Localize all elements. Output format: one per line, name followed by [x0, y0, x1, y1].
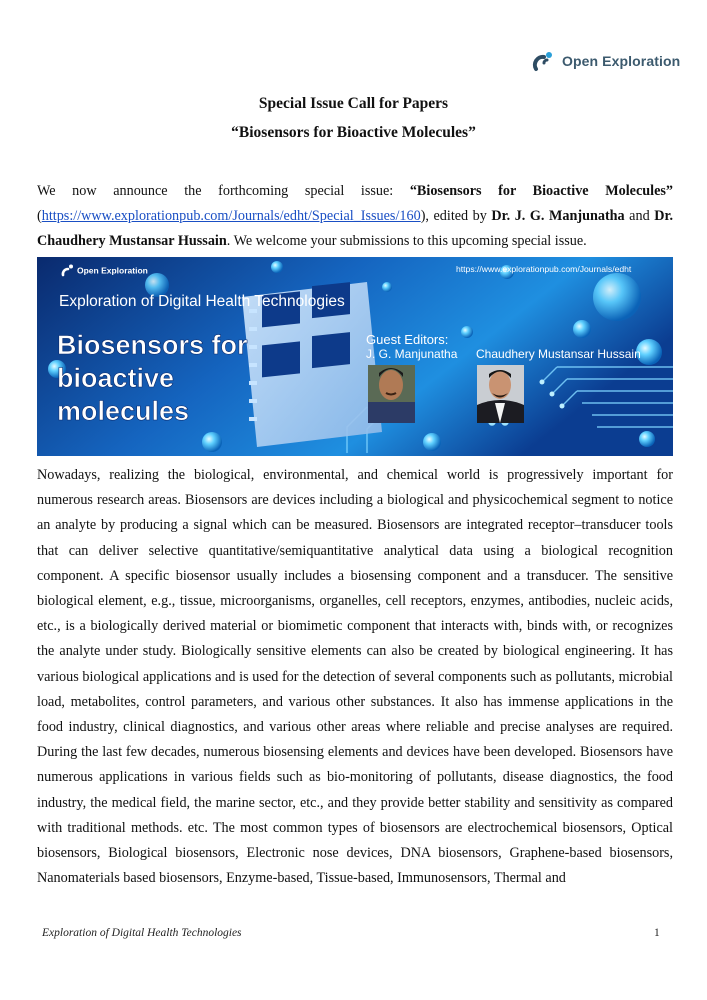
logo-text: Open Exploration — [562, 53, 681, 69]
special-issue-link[interactable]: https://www.explorationpub.com/Journals/edht/Special_Issues/160 — [41, 208, 421, 225]
banner-editor-2: Chaudhery Mustansar Hussain — [476, 347, 641, 361]
journal-name: Exploration of Digital Health Technologies — [59, 293, 345, 310]
issue-name: “Biosensors for Bioactive Molecules” — [409, 183, 673, 199]
page-title: Special Issue Call for Papers — [258, 95, 449, 112]
intro-text-1: We now announce the forthcoming special issue: — [37, 183, 410, 199]
banner-editor-1: J. G. Manjunatha — [366, 347, 458, 361]
page-number: 1 — [654, 927, 660, 939]
banner-title-line-3: molecules — [57, 396, 190, 426]
editor-2-photo — [477, 365, 524, 423]
open-exploration-logo-icon — [532, 49, 556, 73]
intro-paragraph — [37, 179, 673, 255]
intro-text-4: and — [624, 208, 655, 225]
footer-journal-name: Exploration of Digital Health Technologies — [42, 927, 242, 939]
intro-text-2: ( — [37, 208, 42, 225]
special-issue-banner — [37, 257, 673, 456]
guest-editors-label: Guest Editors: — [366, 332, 449, 347]
banner-url: https://www.explorationpub.com/Journals/edht — [456, 264, 632, 274]
banner-title-line-2: bioactive — [57, 363, 175, 393]
banner-title-line-1: Biosensors for — [57, 330, 248, 360]
intro-text-5: . We welcome your submissions to this upcoming special issue. — [226, 233, 587, 250]
banner-logo-text: Open Exploration — [77, 265, 148, 276]
editor-1-photo — [368, 365, 415, 423]
open-exploration-logo[interactable] — [532, 49, 680, 73]
body-paragraph: Nowadays, realizing the biological, environmental, and chemical world is progressively important for numerous research areas. Biosensors are devices including a biological and physicochemical segment to notice an analyte by producing a signal which can be measured. Biosensors are integrated receptor–transducer tools that can deliver selective quantitative/semiquantitative analytical data using a biological recognition component. A specific biosensor usually includes a biosensing component and a transducer. The sensitive biological element, e.g., tissue, microorganisms, organelles, cell receptors, enzymes, antibodies, nucleic acids, etc., is a biologically derived material or biomimetic component that interacts with, binds with, or recognizes the analyte under study. Biologically sensitive elements can also be created by biological engineering. It has various biological applications and is used for the detection of several components such as pollutants, microbial load, metabolites, control parameters, and various other substances. It also has immense applications in the food industry, clinical diagnostics, and various other areas where reliable and precise analyses are required. During the last few decades, numerous biosensing elements and devices have been developed. Biosensors have numerous applications in various fields such as bio-monitoring of pollutants, disease diagnostics, the food industry, the medical field, the marine sector, etc., and they provide better stability and sensitivity as compared with traditional methods. etc. The most common types of biosensors are electrochemical biosensors, Optical biosensors, Biological biosensors, Electronic nose devices, DNA biosensors, Graphene-based biosensors, Nanomaterials based biosensors, Enzyme-based, Tissue-based, Immunosensors, Thermal and — [37, 467, 673, 887]
issue-title: “Biosensors for Bioactive Molecules” — [231, 124, 476, 141]
editor-2-name: Dr. Chaudhery Mustansar Hussain — [37, 208, 673, 250]
editor-1-name: Dr. J. G. Manjunatha — [491, 208, 625, 225]
intro-text-3: ), edited by — [420, 208, 492, 225]
